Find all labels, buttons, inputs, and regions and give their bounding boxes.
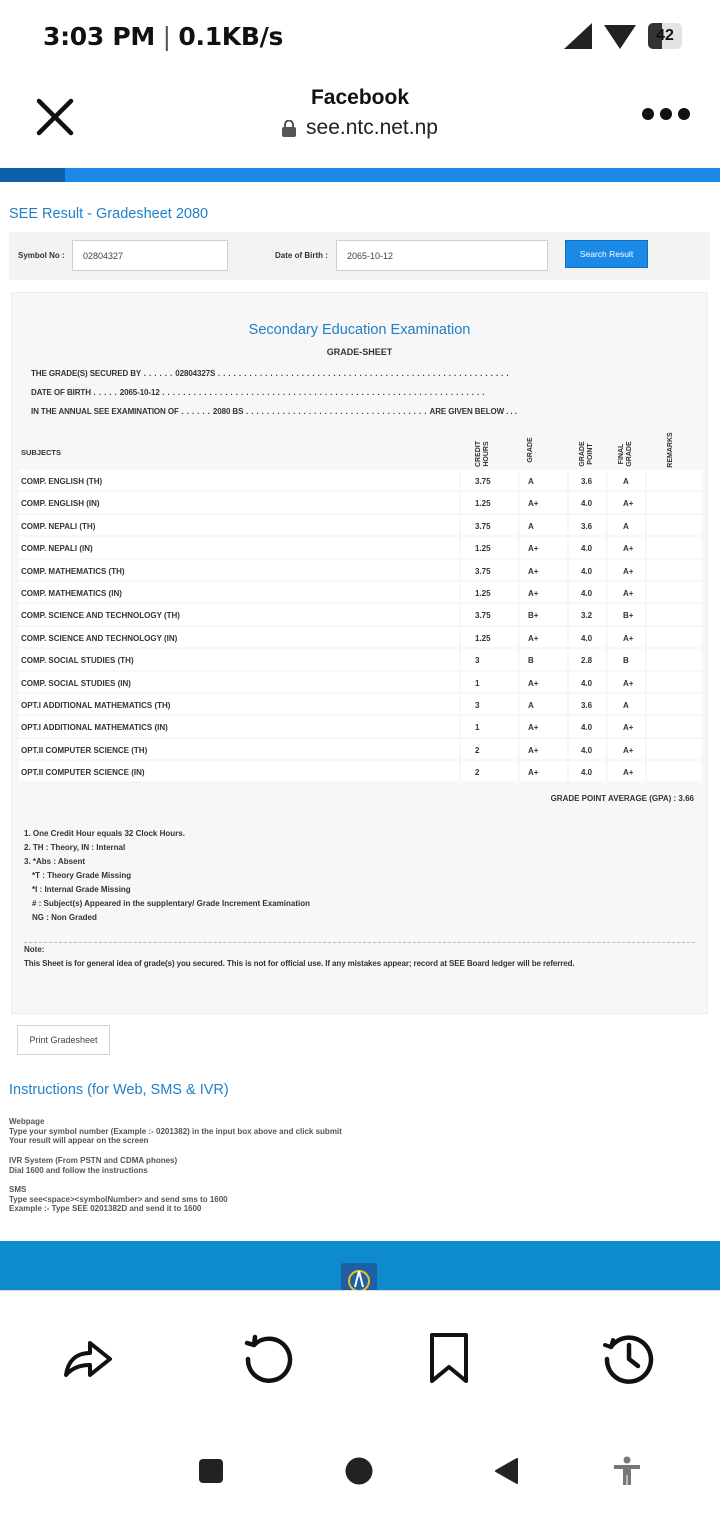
grade-point-cell: 4.0 bbox=[581, 544, 593, 554]
credit-cell: 1.25 bbox=[475, 633, 491, 643]
symbol-label: Symbol No : bbox=[18, 251, 65, 260]
site-footer bbox=[0, 1241, 720, 1290]
final-grade-cell: A+ bbox=[623, 499, 634, 509]
credit-cell: 1 bbox=[475, 678, 480, 688]
table-row bbox=[19, 694, 702, 716]
browser-title-area bbox=[0, 86, 720, 140]
web-content bbox=[0, 182, 720, 1290]
note-divider bbox=[24, 942, 695, 943]
credit-cell: 3.75 bbox=[475, 611, 491, 621]
symbol-input[interactable]: 02804327 bbox=[72, 240, 228, 271]
final-grade-cell: A+ bbox=[623, 723, 634, 733]
grade-cell: A bbox=[528, 477, 534, 486]
grade-cell: A bbox=[528, 521, 534, 531]
grade-point-cell: 4.0 bbox=[581, 745, 593, 755]
credit-cell: 2 bbox=[475, 768, 480, 778]
wifi-icon bbox=[604, 23, 636, 49]
grade-cell: B bbox=[528, 656, 534, 666]
grade-point-cell: 3.6 bbox=[581, 700, 593, 710]
battery-icon bbox=[648, 23, 682, 49]
lock-icon bbox=[282, 120, 296, 137]
grade-cell: B+ bbox=[528, 611, 539, 621]
subject-cell: COMP. NEPALI (IN) bbox=[21, 544, 93, 554]
page-load-progress bbox=[0, 168, 720, 182]
subject-cell: OPT.I ADDITIONAL MATHEMATICS (TH) bbox=[21, 700, 171, 710]
credit-cell: 1 bbox=[475, 723, 480, 733]
subject-cell: COMP. SCIENCE AND TECHNOLOGY (IN) bbox=[21, 633, 178, 643]
table-body bbox=[19, 470, 702, 783]
subject-cell: COMP. ENGLISH (IN) bbox=[21, 499, 100, 509]
grade-cell: A+ bbox=[528, 745, 539, 755]
final-grade-cell: A bbox=[623, 700, 629, 710]
grade-cell: A+ bbox=[528, 633, 539, 643]
final-grade-cell: A+ bbox=[623, 745, 634, 755]
header-credit-hours: CREDIT HOURS bbox=[475, 440, 490, 468]
final-grade-cell: A bbox=[623, 477, 629, 486]
note-item: # : Subject(s) Appeared in the supplentary/ Grade Increment Examination bbox=[32, 899, 310, 908]
sheet-title: Secondary Education Examination bbox=[248, 322, 471, 338]
status-time: 3:03 PM | 0.1KB/s bbox=[43, 22, 284, 51]
final-grade-cell: A+ bbox=[623, 588, 634, 598]
dob-label: Date of Birth : bbox=[275, 251, 328, 260]
grade-cell: A+ bbox=[528, 678, 539, 688]
grade-cell: A+ bbox=[528, 768, 539, 778]
note-label: Note: bbox=[24, 945, 45, 954]
status-icons bbox=[564, 22, 682, 50]
print-gradesheet-button[interactable]: Print Gradesheet bbox=[17, 1025, 110, 1055]
table-row bbox=[19, 672, 702, 694]
instruction-webpage: Webpage Type your symbol number (Example :- 0201382) in the input box above and click submit Your result will appear on the screen bbox=[9, 1117, 342, 1145]
grades-table bbox=[19, 434, 702, 783]
more-options-icon[interactable] bbox=[642, 104, 690, 124]
dob-input[interactable]: 2065-10-12 bbox=[336, 240, 548, 271]
table-row bbox=[19, 515, 702, 537]
url-text: see.ntc.net.np bbox=[306, 116, 438, 139]
final-grade-cell: B+ bbox=[623, 611, 634, 621]
final-grade-cell: B bbox=[623, 656, 629, 666]
grade-point-cell: 4.0 bbox=[581, 678, 593, 688]
credit-cell: 2 bbox=[475, 745, 480, 755]
browser-title: Facebook bbox=[310, 86, 410, 109]
url-row[interactable] bbox=[0, 116, 720, 140]
credit-cell: 1.25 bbox=[475, 588, 491, 598]
accessibility-icon[interactable] bbox=[612, 1456, 642, 1486]
ntc-logo-icon bbox=[341, 1263, 377, 1290]
subject-cell: COMP. NEPALI (TH) bbox=[21, 521, 96, 531]
grade-cell: A+ bbox=[528, 588, 539, 598]
credit-cell: 3.75 bbox=[475, 521, 491, 531]
subject-cell: OPT.II COMPUTER SCIENCE (TH) bbox=[21, 745, 148, 755]
grade-point-cell: 3.6 bbox=[581, 477, 593, 486]
table-row bbox=[19, 537, 702, 559]
note-text: This Sheet is for general idea of grade(s) you secured. This is not for official use. If any mistakes appear; record at SEE Board ledger will be referred. bbox=[24, 959, 575, 968]
table-row bbox=[19, 739, 702, 761]
search-result-button[interactable]: Search Result bbox=[565, 240, 648, 268]
grade-point-cell: 4.0 bbox=[581, 633, 593, 643]
grade-point-cell: 3.2 bbox=[581, 611, 593, 621]
table-row bbox=[19, 649, 702, 671]
credit-cell: 3 bbox=[475, 700, 480, 710]
note-item: NG : Non Graded bbox=[32, 913, 97, 922]
grade-point-cell: 4.0 bbox=[581, 723, 593, 733]
credit-cell: 3 bbox=[475, 656, 480, 666]
credit-cell: 1.25 bbox=[475, 499, 491, 509]
subject-cell: COMP. MATHEMATICS (TH) bbox=[21, 566, 125, 576]
final-grade-cell: A bbox=[623, 521, 629, 531]
subject-cell: COMP. SOCIAL STUDIES (TH) bbox=[21, 656, 134, 666]
sheet-subtitle: GRADE-SHEET bbox=[326, 347, 393, 357]
table-row bbox=[19, 492, 702, 514]
instruction-ivr: IVR System (From PSTN and CDMA phones) Dial 1600 and follow the instructions bbox=[9, 1156, 178, 1175]
grade-cell: A+ bbox=[528, 566, 539, 576]
final-grade-cell: A+ bbox=[623, 633, 634, 643]
note-item: 3. *Abs : Absent bbox=[24, 857, 86, 866]
subject-cell: COMP. MATHEMATICS (IN) bbox=[21, 588, 122, 598]
search-form bbox=[9, 232, 710, 280]
result-title: SEE Result - Gradesheet 2080 bbox=[9, 206, 209, 222]
share-icon[interactable] bbox=[62, 1331, 116, 1385]
note-item: 2. TH : Theory, IN : Internal bbox=[24, 843, 126, 852]
grade-cell: A+ bbox=[528, 499, 539, 509]
header-final-grade: FINAL GRADE bbox=[618, 441, 633, 467]
header-remarks: REMARKS bbox=[667, 432, 674, 468]
bookmark-icon[interactable] bbox=[422, 1331, 476, 1385]
table-row bbox=[19, 761, 702, 783]
table-row bbox=[19, 604, 702, 626]
header-grade-point: GRADE POINT bbox=[579, 441, 594, 467]
back-icon[interactable] bbox=[492, 1456, 522, 1486]
notes-list bbox=[24, 827, 310, 925]
final-grade-cell: A+ bbox=[623, 678, 634, 688]
table-row bbox=[19, 716, 702, 738]
grade-cell: A bbox=[528, 700, 534, 710]
battery-level: 42 bbox=[656, 27, 674, 44]
dob-line: DATE OF BIRTH . . . . . 2065-10-12 . . . . . . . . . . . . . . . . . . . . . . . . . . . . . . . . . . . . . . . . . . . . . . . . . . . . . . . . . . . . . . bbox=[31, 388, 485, 397]
system-navbar bbox=[0, 1420, 720, 1520]
final-grade-cell: A+ bbox=[623, 768, 634, 778]
subject-cell: COMP. SOCIAL STUDIES (IN) bbox=[21, 678, 131, 688]
final-grade-cell: A+ bbox=[623, 566, 634, 576]
subject-cell: OPT.II COMPUTER SCIENCE (IN) bbox=[21, 768, 145, 778]
status-bar bbox=[0, 0, 720, 72]
subject-cell: COMP. ENGLISH (TH) bbox=[21, 477, 103, 486]
browser-header bbox=[0, 72, 720, 168]
recents-icon[interactable] bbox=[196, 1456, 226, 1486]
note-item: *T : Theory Grade Missing bbox=[32, 871, 132, 880]
subject-cell: COMP. SCIENCE AND TECHNOLOGY (TH) bbox=[21, 611, 180, 621]
history-icon[interactable] bbox=[602, 1331, 656, 1385]
grade-point-cell: 4.0 bbox=[581, 588, 593, 598]
reload-icon[interactable] bbox=[242, 1331, 296, 1385]
table-header bbox=[19, 434, 702, 470]
grade-cell: A+ bbox=[528, 723, 539, 733]
instruction-sms: SMS Type see<space><symbolNumber> and send sms to 1600 Example :- Type SEE 0201382D and send it to 1600 bbox=[9, 1185, 228, 1213]
header-grade: GRADE bbox=[527, 437, 534, 463]
table-row bbox=[19, 560, 702, 582]
grade-point-cell: 3.6 bbox=[581, 521, 593, 531]
page-load-progress-fill bbox=[0, 168, 65, 182]
header-subjects: SUBJECTS bbox=[21, 448, 62, 457]
browser-toolbar bbox=[0, 1290, 720, 1420]
secured-by-line: THE GRADE(S) SECURED BY . . . . . . 02804327S . . . . . . . . . . . . . . . . . . . . . . . . . . . . . . . . . . . . . . . . . . . . . . . . . . . . . . . . bbox=[31, 369, 510, 378]
gradesheet bbox=[11, 292, 708, 1014]
credit-cell: 3.75 bbox=[475, 566, 491, 576]
instructions-title: Instructions (for Web, SMS & IVR) bbox=[9, 1082, 229, 1098]
grade-point-cell: 4.0 bbox=[581, 499, 593, 509]
grade-point-cell: 4.0 bbox=[581, 566, 593, 576]
credit-cell: 3.75 bbox=[475, 477, 491, 486]
signal-icon bbox=[564, 23, 592, 49]
grade-point-cell: 4.0 bbox=[581, 768, 593, 778]
subject-cell: OPT.I ADDITIONAL MATHEMATICS (IN) bbox=[21, 723, 168, 733]
gpa-value: GRADE POINT AVERAGE (GPA) : 3.66 bbox=[550, 794, 694, 803]
table-row bbox=[19, 582, 702, 604]
note-item: *I : Internal Grade Missing bbox=[32, 885, 131, 894]
grade-point-cell: 2.8 bbox=[581, 656, 593, 666]
exam-line: IN THE ANNUAL SEE EXAMINATION OF . . . . . . 2080 BS . . . . . . . . . . . . . . . . . . . . . . . . . . . . . . . . . . . ARE GIVEN BELOW . . . bbox=[31, 407, 517, 416]
credit-cell: 1.25 bbox=[475, 544, 491, 554]
note-item: 1. One Credit Hour equals 32 Clock Hours. bbox=[24, 829, 185, 838]
home-icon[interactable] bbox=[344, 1456, 374, 1486]
table-row bbox=[19, 627, 702, 649]
table-row bbox=[19, 470, 702, 492]
grade-cell: A+ bbox=[528, 544, 539, 554]
final-grade-cell: A+ bbox=[623, 544, 634, 554]
